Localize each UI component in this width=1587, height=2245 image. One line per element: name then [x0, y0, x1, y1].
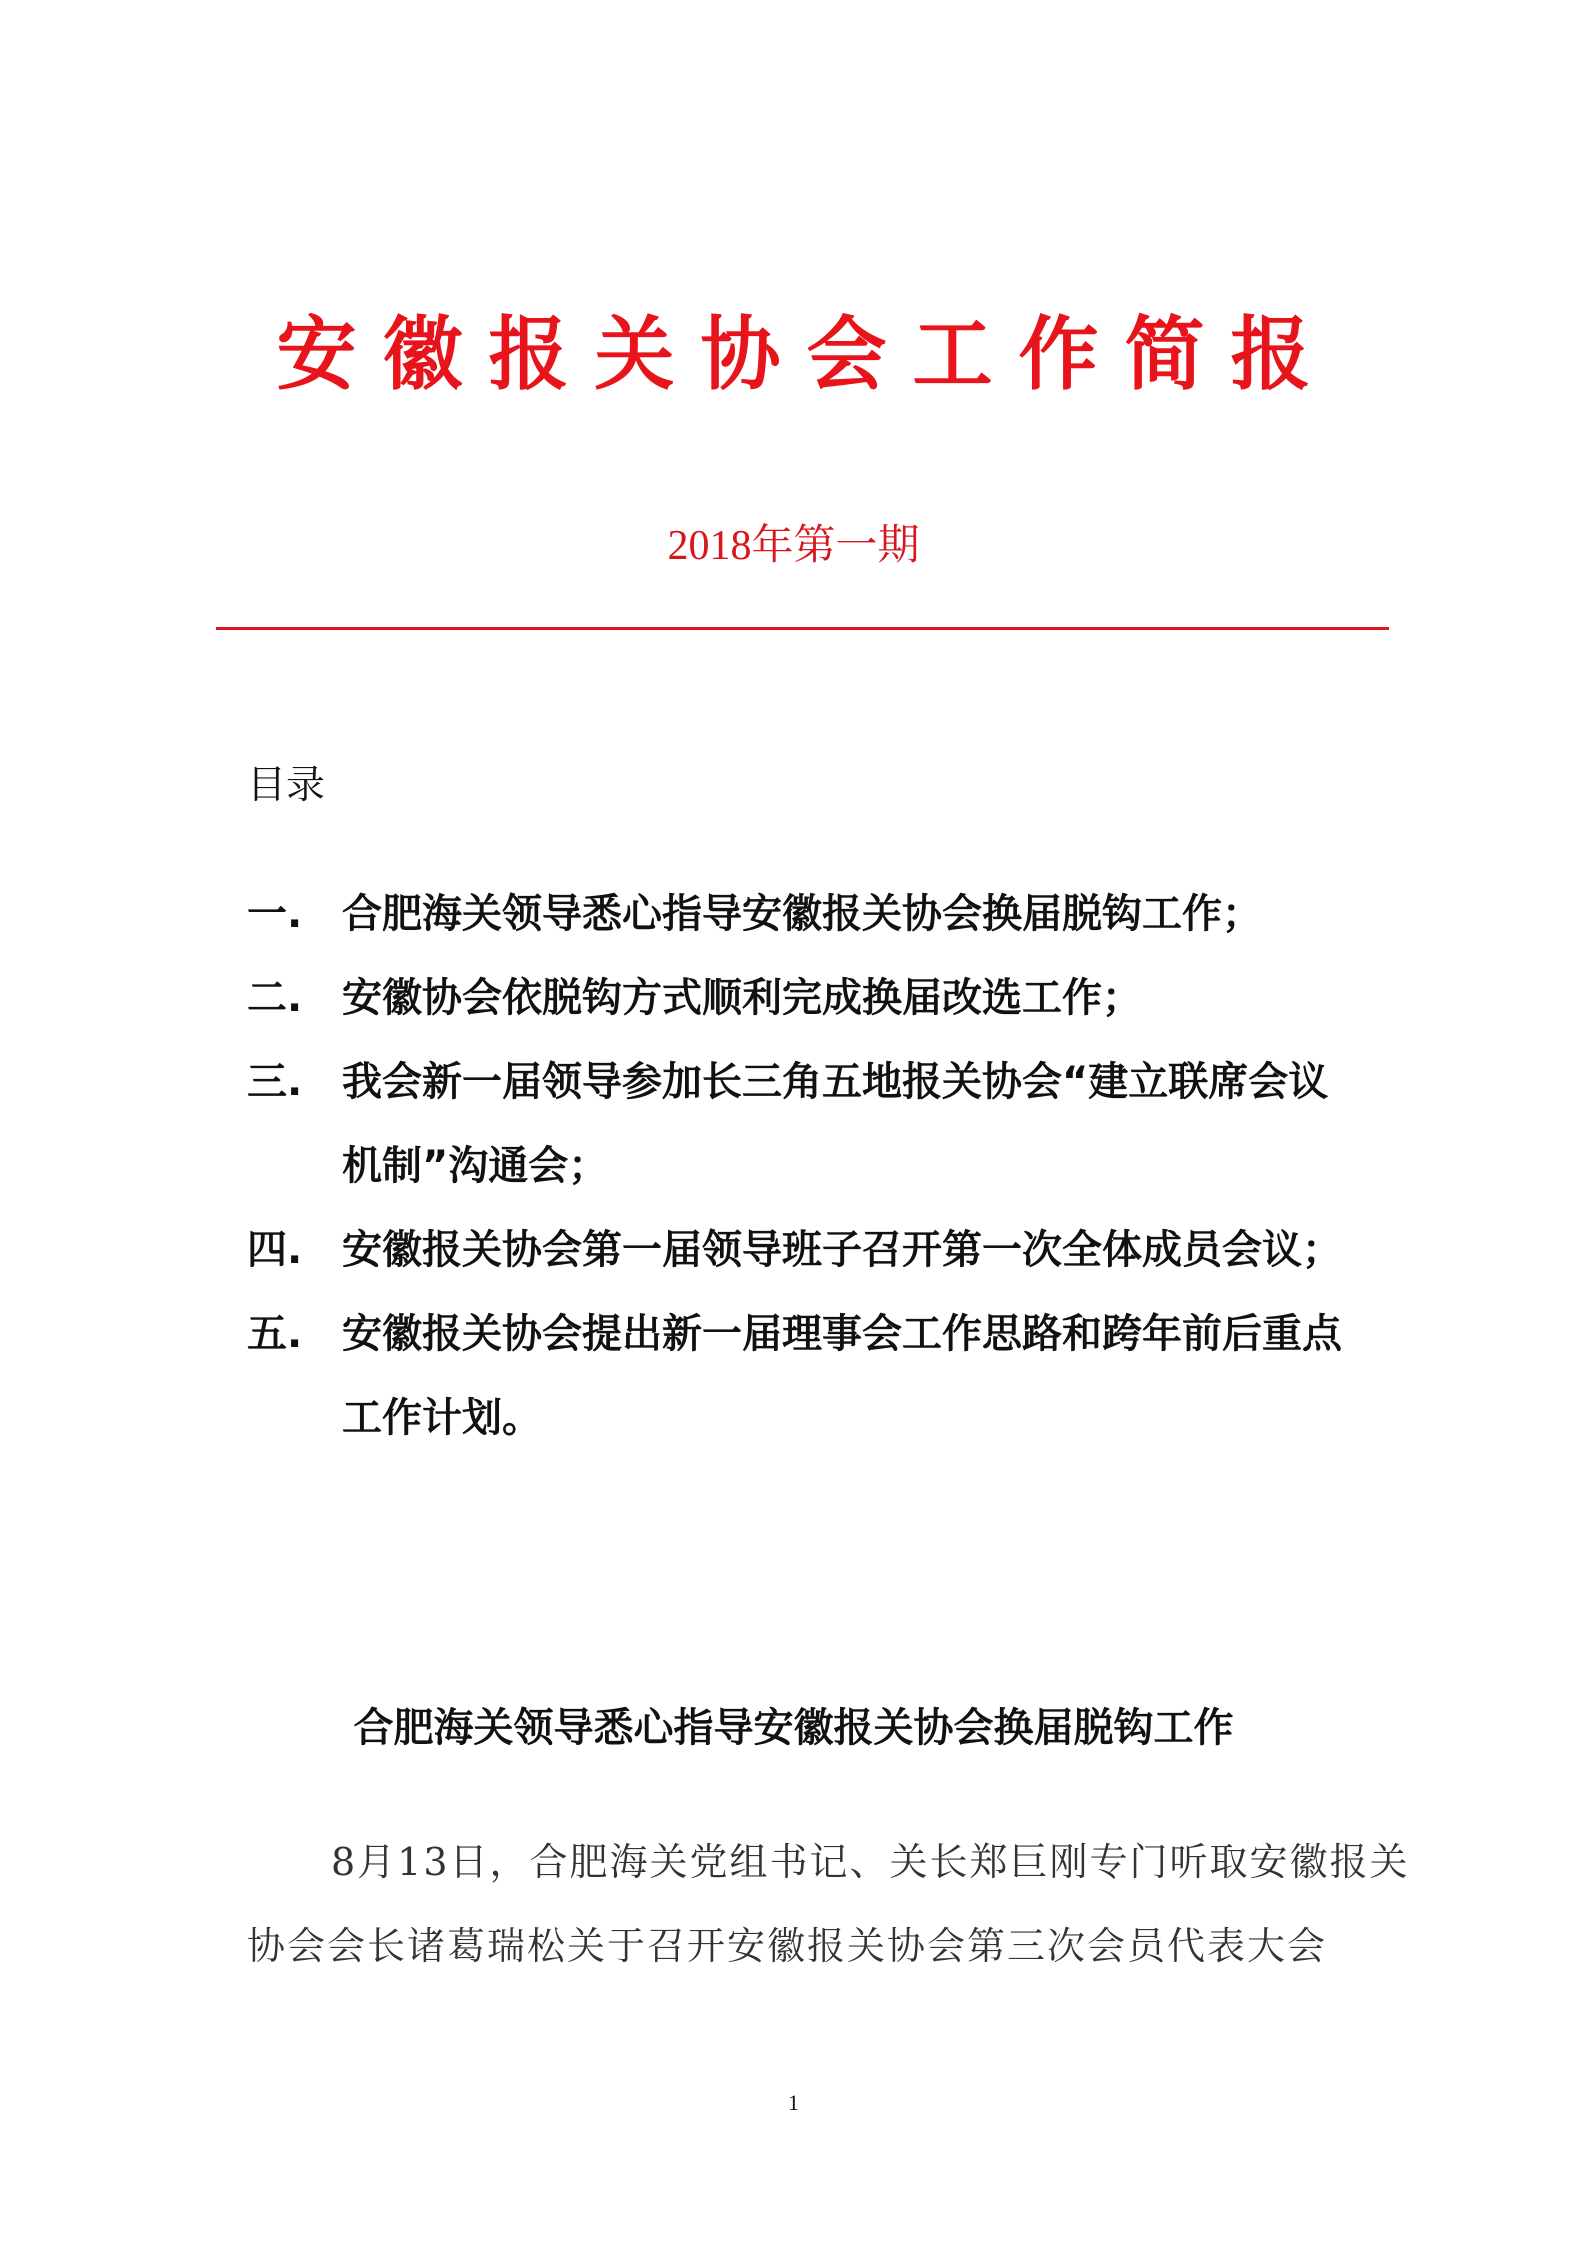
header-divider [216, 627, 1389, 630]
toc-item-text: 合肥海关领导悉心指导安徽报关协会换届脱钩工作； [342, 891, 1262, 937]
toc-item-number: 五. [247, 1311, 303, 1357]
toc-item-text: 安徽报关协会提出新一届理事会工作思路和跨年前后重点工作计划。 [342, 1311, 1342, 1441]
toc-item-number: 一. [247, 891, 303, 937]
bulletin-title: 安徽报关协会工作简报 [276, 308, 1337, 401]
toc-item-number: 二. [247, 975, 303, 1021]
toc-item-number: 三. [247, 1059, 303, 1105]
article-title: 合肥海关领导悉心指导安徽报关协会换届脱钩工作 [353, 1705, 1234, 1751]
toc-item [247, 956, 1447, 1040]
toc-item [247, 1208, 1447, 1292]
issue-number: 2018年第一期 [667, 523, 920, 569]
article-paragraph: 8月13日，合肥海关党组书记、关长郑巨刚专门听取安徽报关协会会长诸葛瑞松关于召开安徽报关协会第三次会员代表大会 [247, 1840, 1410, 1968]
toc-item-text: 我会新一届领导参加长三角五地报关协会“建立联席会议机制”沟通会； [342, 1059, 1329, 1189]
table-of-contents [247, 872, 1447, 1460]
toc-item [247, 1292, 1447, 1460]
toc-item [247, 1040, 1447, 1208]
page-number: 1 [788, 2090, 799, 2115]
toc-item [247, 872, 1447, 956]
toc-item-number: 四. [247, 1227, 303, 1273]
toc-heading: 目录 [247, 763, 326, 808]
toc-item-text: 安徽协会依脱钩方式顺利完成换届改选工作； [342, 975, 1142, 1021]
toc-item-text: 安徽报关协会第一届领导班子召开第一次全体成员会议； [342, 1227, 1342, 1273]
